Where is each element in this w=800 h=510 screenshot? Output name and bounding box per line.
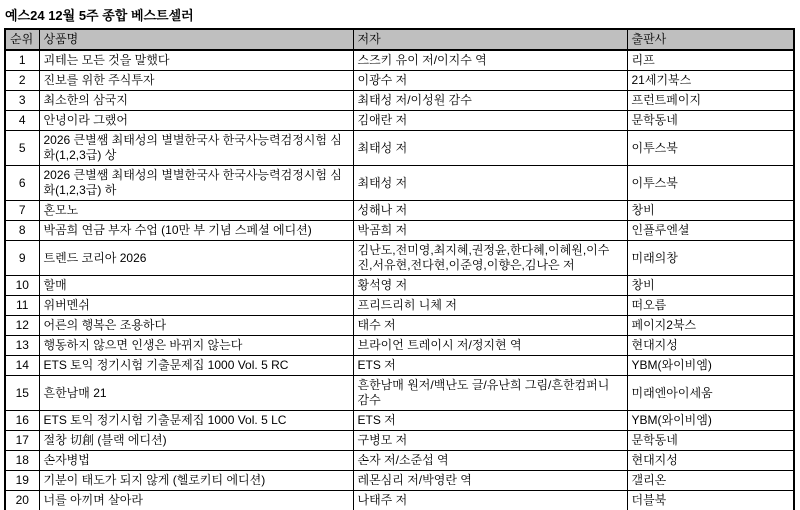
column-header-publisher: 출판사 xyxy=(627,29,794,50)
rank-cell: 1 xyxy=(5,50,39,71)
table-row xyxy=(5,50,794,71)
table-row xyxy=(5,71,794,91)
table-header-row xyxy=(5,29,794,50)
table-row xyxy=(5,166,794,201)
book-title-cell: 안녕이라 그랬어 xyxy=(39,111,353,131)
rank-cell: 11 xyxy=(5,296,39,316)
author-cell: 김난도,전미영,최지혜,권정윤,한다혜,이혜원,이수진,서유현,전다현,이준영,이향은,김나은 저 xyxy=(353,241,627,276)
author-cell: 브라이언 트레이시 저/정지현 역 xyxy=(353,336,627,356)
table-row xyxy=(5,431,794,451)
book-title-cell: 행동하지 않으면 인생은 바뀌지 않는다 xyxy=(39,336,353,356)
publisher-cell: 떠오름 xyxy=(627,296,794,316)
book-title-cell: 2026 큰별쌤 최태성의 별별한국사 한국사능력검정시험 심화(1,2,3급) 하 xyxy=(39,166,353,201)
book-title-cell: ETS 토익 정기시험 기출문제집 1000 Vol. 5 RC xyxy=(39,356,353,376)
publisher-cell: 이투스북 xyxy=(627,131,794,166)
publisher-cell: 현대지성 xyxy=(627,451,794,471)
book-title-cell: 박곰희 연금 부자 수업 (10만 부 기념 스페셜 에디션) xyxy=(39,221,353,241)
rank-cell: 9 xyxy=(5,241,39,276)
book-title-cell: 진보를 위한 주식투자 xyxy=(39,71,353,91)
table-row xyxy=(5,201,794,221)
author-cell: 이광수 저 xyxy=(353,71,627,91)
table-row xyxy=(5,91,794,111)
publisher-cell: 문학동네 xyxy=(627,431,794,451)
publisher-cell: 21세기북스 xyxy=(627,71,794,91)
rank-cell: 7 xyxy=(5,201,39,221)
author-cell: 손자 저/소준섭 역 xyxy=(353,451,627,471)
book-title-cell: 어른의 행복은 조용하다 xyxy=(39,316,353,336)
book-title-cell: 기분이 태도가 되지 않게 (헬로키티 에디션) xyxy=(39,471,353,491)
bestseller-table xyxy=(4,28,795,510)
publisher-cell: YBM(와이비엠) xyxy=(627,411,794,431)
rank-cell: 13 xyxy=(5,336,39,356)
book-title-cell: 최소한의 삼국지 xyxy=(39,91,353,111)
book-title-cell: 혼모노 xyxy=(39,201,353,221)
table-row xyxy=(5,221,794,241)
publisher-cell: 미래의창 xyxy=(627,241,794,276)
author-cell: 김애란 저 xyxy=(353,111,627,131)
author-cell: 박곰희 저 xyxy=(353,221,627,241)
author-cell: 최태성 저 xyxy=(353,131,627,166)
author-cell: ETS 저 xyxy=(353,411,627,431)
book-title-cell: 흔한남매 21 xyxy=(39,376,353,411)
column-header-author: 저자 xyxy=(353,29,627,50)
author-cell: 스즈키 유이 저/이지수 역 xyxy=(353,50,627,71)
rank-cell: 6 xyxy=(5,166,39,201)
author-cell: 레몬심리 저/박영란 역 xyxy=(353,471,627,491)
book-title-cell: ETS 토익 정기시험 기출문제집 1000 Vol. 5 LC xyxy=(39,411,353,431)
publisher-cell: 갤리온 xyxy=(627,471,794,491)
author-cell: 프리드리히 니체 저 xyxy=(353,296,627,316)
author-cell: 성해나 저 xyxy=(353,201,627,221)
table-row xyxy=(5,356,794,376)
author-cell: 태수 저 xyxy=(353,316,627,336)
rank-cell: 2 xyxy=(5,71,39,91)
rank-cell: 20 xyxy=(5,491,39,510)
publisher-cell: 문학동네 xyxy=(627,111,794,131)
rank-cell: 15 xyxy=(5,376,39,411)
table-row xyxy=(5,411,794,431)
rank-cell: 14 xyxy=(5,356,39,376)
rank-cell: 18 xyxy=(5,451,39,471)
column-header-title: 상품명 xyxy=(39,29,353,50)
rank-cell: 4 xyxy=(5,111,39,131)
table-row xyxy=(5,376,794,411)
publisher-cell: 페이지2북스 xyxy=(627,316,794,336)
author-cell: 구병모 저 xyxy=(353,431,627,451)
table-row xyxy=(5,316,794,336)
author-cell: 황석영 저 xyxy=(353,276,627,296)
rank-cell: 19 xyxy=(5,471,39,491)
book-title-cell: 위버멘쉬 xyxy=(39,296,353,316)
column-header-rank: 순위 xyxy=(5,29,39,50)
book-title-cell: 너를 아끼며 살아라 xyxy=(39,491,353,510)
table-row xyxy=(5,491,794,510)
publisher-cell: 미래엔아이세움 xyxy=(627,376,794,411)
table-row xyxy=(5,131,794,166)
page-title: 예스24 12월 5주 종합 베스트셀러 xyxy=(5,8,194,23)
rank-cell: 8 xyxy=(5,221,39,241)
author-cell: 나태주 저 xyxy=(353,491,627,510)
table-row xyxy=(5,111,794,131)
publisher-cell: 창비 xyxy=(627,201,794,221)
author-cell: 최태성 저/이성원 감수 xyxy=(353,91,627,111)
author-cell: ETS 저 xyxy=(353,356,627,376)
publisher-cell: 더블북 xyxy=(627,491,794,510)
publisher-cell: 현대지성 xyxy=(627,336,794,356)
rank-cell: 10 xyxy=(5,276,39,296)
table-row xyxy=(5,451,794,471)
publisher-cell: 리프 xyxy=(627,50,794,71)
book-title-cell: 할매 xyxy=(39,276,353,296)
table-row xyxy=(5,241,794,276)
publisher-cell: YBM(와이비엠) xyxy=(627,356,794,376)
rank-cell: 5 xyxy=(5,131,39,166)
book-title-cell: 손자병법 xyxy=(39,451,353,471)
rank-cell: 17 xyxy=(5,431,39,451)
table-body xyxy=(5,50,794,510)
author-cell: 최태성 저 xyxy=(353,166,627,201)
publisher-cell: 이투스북 xyxy=(627,166,794,201)
rank-cell: 16 xyxy=(5,411,39,431)
table-row xyxy=(5,276,794,296)
publisher-cell: 인플루엔셜 xyxy=(627,221,794,241)
table-row xyxy=(5,296,794,316)
publisher-cell: 프런트페이지 xyxy=(627,91,794,111)
book-title-cell: 괴테는 모든 것을 말했다 xyxy=(39,50,353,71)
publisher-cell: 창비 xyxy=(627,276,794,296)
author-cell: 흔한남매 원저/백난도 글/유난희 그림/흔한컴퍼니 감수 xyxy=(353,376,627,411)
rank-cell: 3 xyxy=(5,91,39,111)
table-row xyxy=(5,336,794,356)
book-title-cell: 2026 큰별쌤 최태성의 별별한국사 한국사능력검정시험 심화(1,2,3급) 상 xyxy=(39,131,353,166)
table-row xyxy=(5,471,794,491)
rank-cell: 12 xyxy=(5,316,39,336)
book-title-cell: 트렌드 코리아 2026 xyxy=(39,241,353,276)
book-title-cell: 절창 切創 (블랙 에디션) xyxy=(39,431,353,451)
